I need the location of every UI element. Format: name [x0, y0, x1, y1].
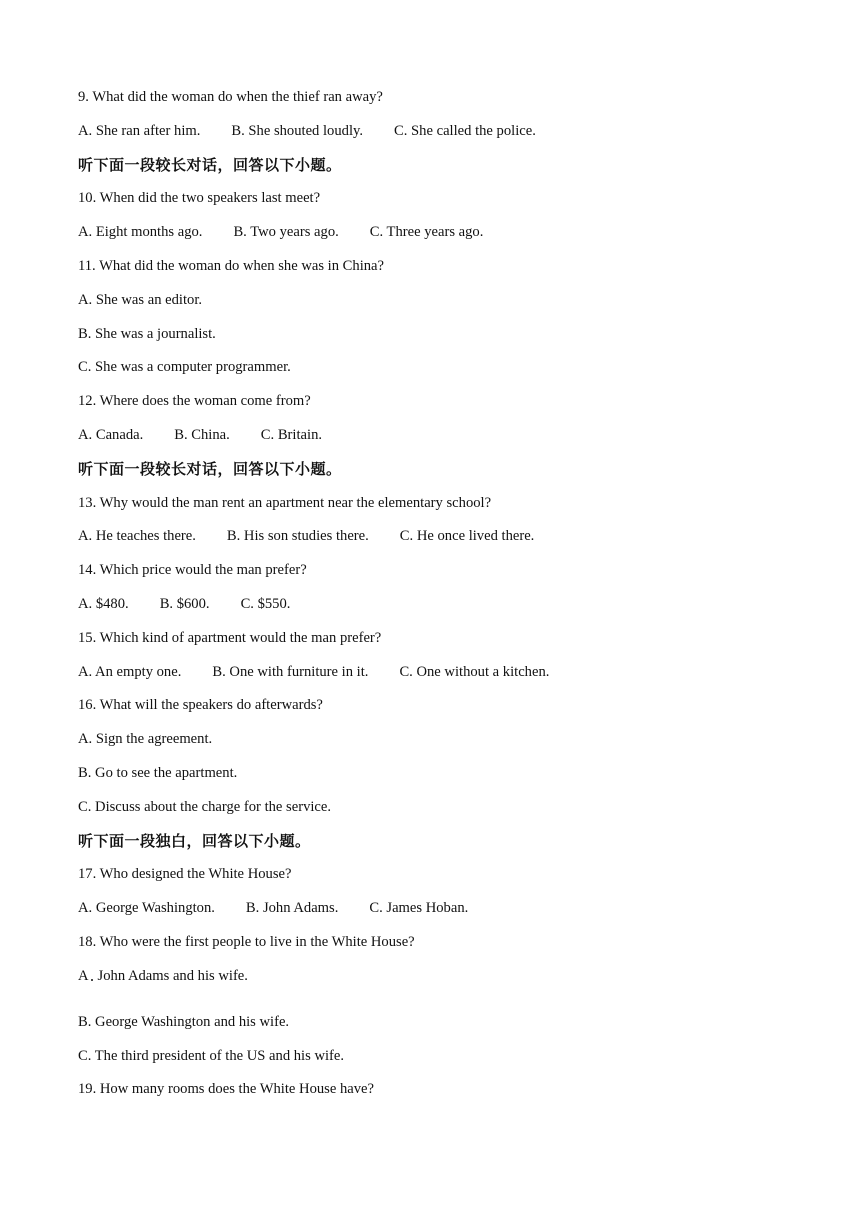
question-text: 16. What will the speakers do afterwards? [78, 697, 323, 714]
section-heading [78, 458, 798, 492]
question-18 [78, 931, 798, 965]
question-19 [78, 1078, 798, 1112]
question-12 [78, 390, 798, 424]
options-row-q10 [78, 221, 798, 255]
option-c: C. He once lived there. [399, 528, 535, 545]
option-letter: A [78, 967, 89, 984]
question-text: 17. Who designed the White House? [78, 866, 292, 883]
question-17 [78, 863, 798, 897]
question-9 [78, 86, 798, 120]
question-text: 15. Which kind of apartment would the man prefer? [78, 629, 382, 646]
option-text: B. Go to see the apartment. [78, 764, 238, 781]
question-text: 14. Which price would the man prefer? [78, 562, 307, 579]
option-b: B. John Adams. [245, 900, 339, 917]
option-a: A. Canada. [78, 426, 144, 443]
section-heading [78, 154, 798, 188]
option-a: A. He teaches there. [78, 528, 196, 545]
option-text: C. Discuss about the charge for the service. [78, 798, 332, 815]
question-text: 12. Where does the woman come from? [78, 393, 311, 410]
question-14 [78, 559, 798, 593]
option-b [78, 762, 798, 796]
option-a: A. Eight months ago. [78, 224, 203, 241]
option-text: C. The third president of the US and his wife. [78, 1047, 345, 1064]
section-heading [78, 830, 798, 864]
option-b: B. China. [174, 426, 230, 443]
section-heading-text: 听下面一段较长对话，回答以下小题。 [78, 155, 342, 174]
option-text: B. George Washington and his wife. [78, 1013, 290, 1030]
options-row-q13 [78, 525, 798, 559]
options-row-q17 [78, 897, 798, 931]
question-text: 19. How many rooms does the White House have? [78, 1081, 375, 1098]
option-b: B. His son studies there. [226, 528, 369, 545]
option-c: C. $550. [240, 595, 291, 612]
option-c: C. James Hoban. [369, 900, 469, 917]
option-text: A. She was an editor. [78, 291, 203, 308]
option-b: B. She shouted loudly. [231, 122, 364, 139]
option-text: John Adams and his wife. [97, 967, 248, 984]
question-16 [78, 694, 798, 728]
option-a: A. $480. [78, 595, 129, 612]
option-c: C. She called the police. [394, 122, 536, 139]
option-a: A. She ran after him. [78, 122, 201, 139]
exam-page [78, 86, 798, 1112]
section-heading-text: 听下面一段独白，回答以下小题。 [78, 831, 311, 850]
option-letter-with-dot [78, 965, 89, 987]
options-row-q14 [78, 593, 798, 627]
question-text: 18. Who were the first people to live in the White House? [78, 933, 415, 950]
option-a [78, 289, 798, 323]
option-b: B. Two years ago. [233, 224, 339, 241]
option-b: B. One with furniture in it. [212, 663, 369, 680]
question-15 [78, 627, 798, 661]
option-c [78, 796, 798, 830]
question-10 [78, 187, 798, 221]
question-text: 10. When did the two speakers last meet? [78, 190, 321, 207]
options-row-q9 [78, 120, 798, 154]
question-text: 13. Why would the man rent an apartment near the elementary school? [78, 494, 492, 511]
option-a: A. An empty one. [78, 663, 182, 680]
option-text: C. She was a computer programmer. [78, 359, 291, 376]
option-c: C. Three years ago. [369, 224, 484, 241]
options-row-q12 [78, 424, 798, 458]
option-b [78, 1011, 798, 1045]
option-text: B. She was a journalist. [78, 325, 216, 342]
section-heading-text: 听下面一段较长对话，回答以下小题。 [78, 459, 342, 478]
option-b [78, 323, 798, 357]
question-13 [78, 492, 798, 526]
question-11 [78, 255, 798, 289]
option-c [78, 356, 798, 390]
option-b: B. $600. [159, 595, 210, 612]
option-a: A. George Washington. [78, 900, 215, 917]
options-row-q15 [78, 661, 798, 695]
option-c [78, 1045, 798, 1079]
question-text: 9. What did the woman do when the thief ran away? [78, 89, 383, 105]
option-a [78, 728, 798, 762]
option-a [78, 965, 798, 1011]
option-c: C. One without a kitchen. [399, 663, 550, 680]
question-text: 11. What did the woman do when she was in China? [78, 257, 385, 274]
option-text: A. Sign the agreement. [78, 731, 213, 748]
option-c: C. Britain. [260, 426, 323, 443]
period-dot [91, 979, 93, 981]
